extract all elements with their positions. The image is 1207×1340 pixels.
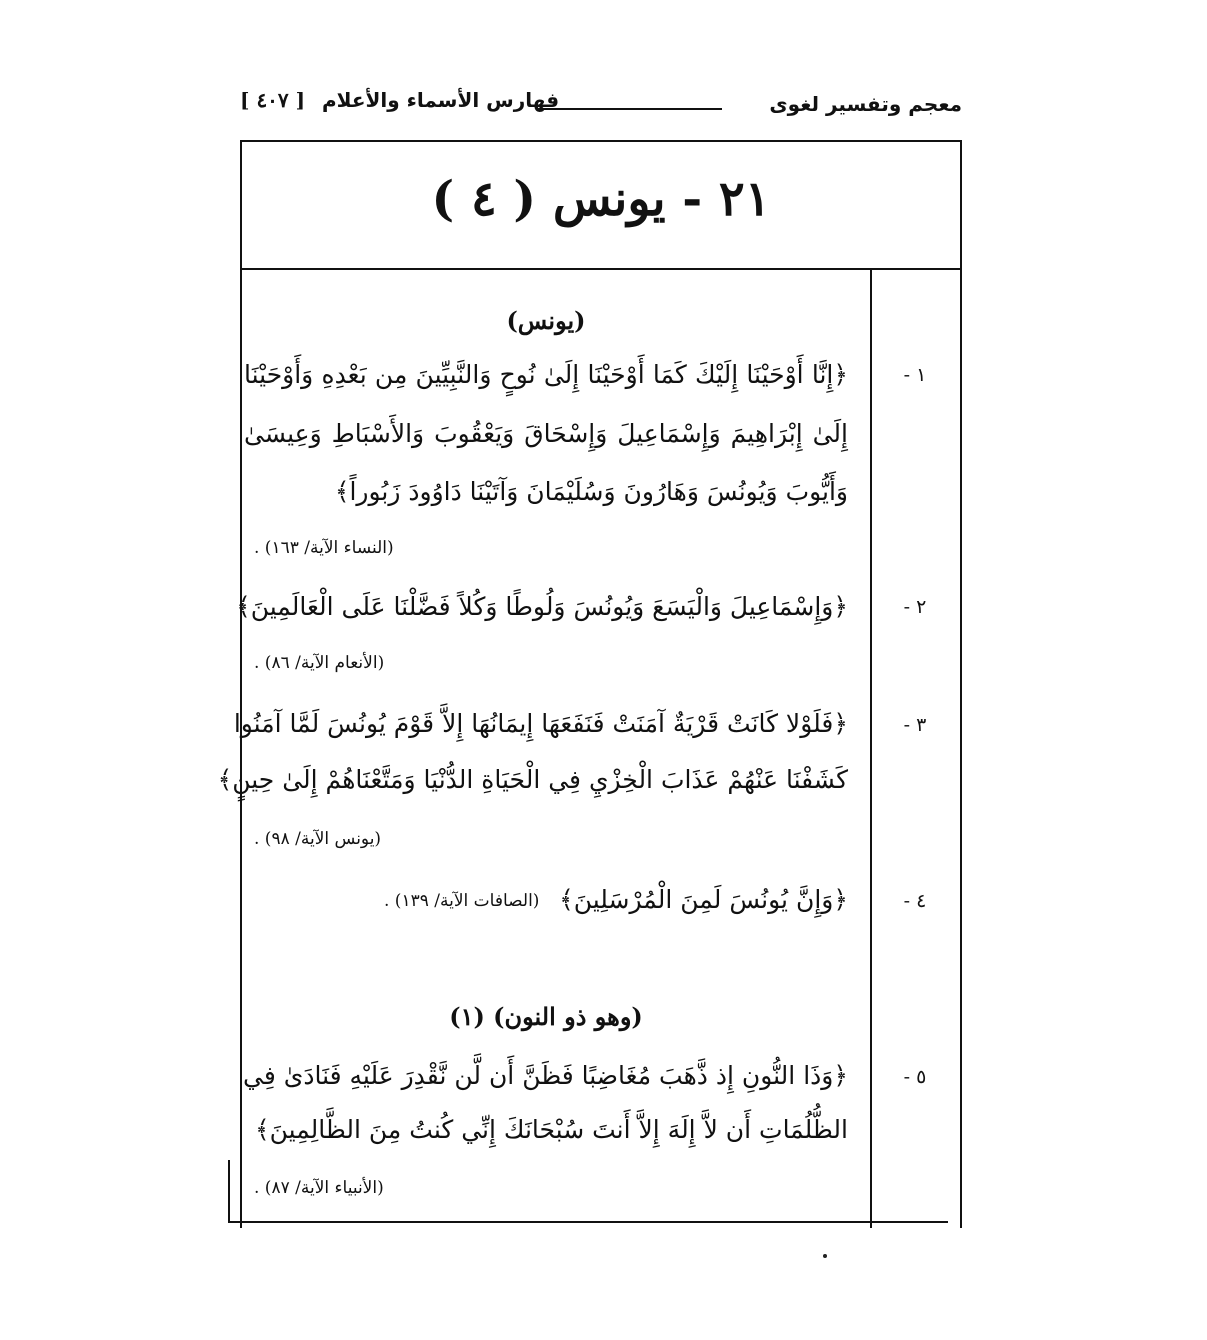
entry-number-4: ٤ - <box>903 890 927 912</box>
entry-3-citation: (يونس الآية/ ٩٨) . <box>254 829 382 849</box>
entry-4-citation: (الصافات الآية/ ١٣٩) . <box>384 891 540 911</box>
entry-2-line-1: ﴿وَإِسْمَاعِيلَ وَالْيَسَعَ وَيُونُسَ وَلُوطًا وَكُلاً فَضَّلْنَا عَلَى الْعَالَمِينَ﴾ <box>236 592 848 621</box>
entry-3-line-1: ﴿فَلَوْلا كَانَتْ قَرْيَةٌ آمَنَتْ فَنَفَعَهَا إِيمَانُهَا إِلاَّ قَوْمَ يُونُسَ لَمَّا آمَنُوا <box>233 709 848 738</box>
chapter-title: ٢١ - يونس ( ٤ ) <box>431 171 771 227</box>
entry-1-citation: (النساء الآية/ ١٦٣) . <box>254 538 394 558</box>
entry-number-column <box>870 300 960 1200</box>
entry-3-line-2: كَشَفْنَا عَنْهُمْ عَذَابَ الْخِزْيِ فِي الْحَيَاةِ الدُّنْيَا وَمَتَّعْنَاهُمْ إِلَىٰ حِينٍ﴾ <box>217 765 848 794</box>
entry-5-citation: (الأنبياء الآية/ ٨٧) . <box>254 1178 384 1198</box>
entry-number-3: ٣ - <box>903 714 927 736</box>
entry-5-line-2: الظُّلُمَاتِ أَن لاَّ إِلَهَ إِلاَّ أَنتَ سُبْحَانَكَ إِنِّي كُنتُ مِنَ الظَّالِمِينَ﴾ <box>254 1115 848 1144</box>
entry-number-5: ٥ - <box>903 1066 927 1088</box>
entry-1-line-1: ﴿إِنَّا أَوْحَيْنَا إِلَيْكَ كَمَا أَوْحَيْنَا إِلَىٰ نُوحٍ وَالنَّبِيِّينَ مِن بَعْدِهِ وَأَوْحَيْنَا <box>244 360 848 389</box>
entry-number-2: ٢ - <box>903 596 927 618</box>
group-heading-yunus: (يونس) <box>506 306 586 335</box>
running-header <box>240 86 962 122</box>
header-rule <box>536 108 722 110</box>
group-heading-dhun-nun: (وهو ذو النون) (١) <box>449 1002 643 1031</box>
page-number: [ ٤٠٧ ] <box>240 88 306 112</box>
entry-2-citation: (الأنعام الآية/ ٨٦) . <box>254 653 385 673</box>
frame-left-extension <box>228 1160 230 1222</box>
section-title: فهارس الأسماء والأعلام <box>322 88 560 112</box>
entry-1-line-2: إِلَىٰ إِبْرَاهِيمَ وَإِسْمَاعِيلَ وَإِسْحَاقَ وَيَعْقُوبَ وَالأَسْبَاطِ وَعِيسَىٰ <box>244 419 848 448</box>
frame-bottom-rule <box>228 1221 948 1223</box>
entry-1-line-3: وَأَيُّوبَ وَيُونُسَ وَهَارُونَ وَسُلَيْمَانَ وَآتَيْنَا دَاوُودَ زَبُوراً﴾ <box>334 477 848 506</box>
entry-5-line-1: ﴿وَذَا النُّونِ إِذ ذَّهَبَ مُغَاضِبًا فَظَنَّ أَن لَّن نَّقْدِرَ عَلَيْهِ فَنَادَىٰ فِي <box>243 1061 848 1090</box>
entry-4-line-1: ﴿وَإِنَّ يُونُسَ لَمِنَ الْمُرْسَلِينَ﴾ <box>559 885 848 914</box>
scan-speck <box>823 1254 827 1258</box>
entry-number-1: ١ - <box>903 364 927 386</box>
book-title: معجم وتفسير لغوى <box>769 92 962 116</box>
chapter-title-box <box>242 142 960 270</box>
